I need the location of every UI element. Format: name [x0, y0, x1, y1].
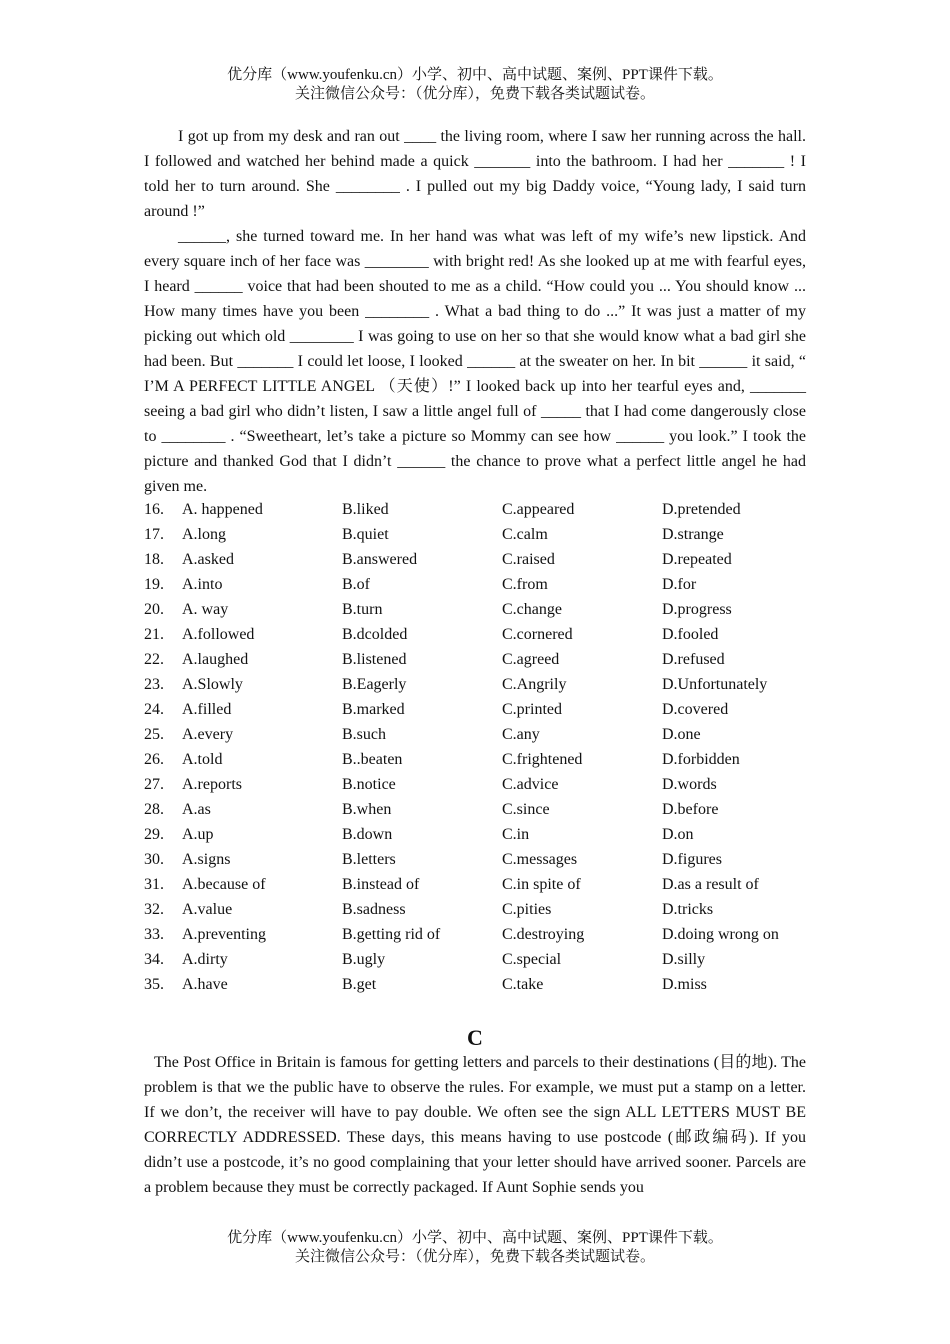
option-b: B.turn	[342, 601, 383, 618]
question-number: 26.	[144, 751, 164, 768]
option-c: C.destroying	[502, 926, 585, 943]
option-a: A.into	[182, 576, 223, 593]
section-c-paragraph: The Post Office in Britain is famous for getting letters and parcels to their destinations (目的地). The problem is that we the public have to observe the rules. For example, we must put a stamp on a letter. If we don’t, the receiver will have to pay double. We often see the sign ALL LETTERS MUST BE CORRECTLY ADDRESSED. These days, this means having to use postcode (邮政编码). If you didn’t use a postcode, it’s no good complaining that your letter should have arrived sooner. Parcels are a problem because they must be correctly packaged. If Aunt Sophie sends you	[144, 1054, 806, 1196]
option-d: D.progress	[662, 601, 732, 618]
option-b: B.sadness	[342, 901, 406, 918]
option-b: B.Eagerly	[342, 676, 407, 693]
option-b: B.quiet	[342, 526, 389, 543]
question-row	[144, 797, 812, 822]
question-number: 24.	[144, 701, 164, 718]
option-d: D.refused	[662, 651, 725, 668]
question-number: 16.	[144, 501, 164, 518]
question-row	[144, 747, 812, 772]
option-d: D.one	[662, 726, 701, 743]
option-c: C.advice	[502, 776, 559, 793]
option-a: A.told	[182, 751, 223, 768]
question-number: 31.	[144, 876, 164, 893]
option-a: A.filled	[182, 701, 232, 718]
question-row	[144, 772, 812, 797]
option-a: A.asked	[182, 551, 234, 568]
option-a: A.reports	[182, 776, 242, 793]
option-d: D.fooled	[662, 626, 719, 643]
question-row	[144, 822, 812, 847]
option-b: B.notice	[342, 776, 396, 793]
option-b: B.dcolded	[342, 626, 408, 643]
option-b: B.down	[342, 826, 393, 843]
option-c: C.since	[502, 801, 550, 818]
option-b: B.get	[342, 976, 377, 993]
option-a: A. way	[182, 601, 229, 618]
cloze-passage	[144, 124, 806, 499]
question-number: 30.	[144, 851, 164, 868]
option-b: B.listened	[342, 651, 407, 668]
question-row	[144, 697, 812, 722]
question-number: 25.	[144, 726, 164, 743]
option-c: C.change	[502, 601, 562, 618]
question-row	[144, 672, 812, 697]
passage-paragraph: ______, she turned toward me. In her hand was what was left of my wife’s new lipstick. And every square inch of her face was ________ with bright red! As she looked up at me with fearful eyes, I heard ______ voice that had been shouted to me as a child. “How could you ... You should know ... How many times have you been ________ . What a bad thing to do ...” It was just a matter of my picking out which old ________ I was going to use on her so that she would know what a bad girl she had been. But _______ I could let loose, I looked ______ at the sweater on her. In bit ______ it said, “ I’M A PERFECT LITTLE ANGEL （天使）!” I looked back up into her tearful eyes and, _______ seeing a bad girl who didn’t listen, I saw a little angel full of _____ that I had come dangerously close to ________ . “Sweetheart, let’s take a picture so Mommy can see how ______ you look.” I took the picture and thanked God that I didn’t ______ the chance to prove what a perfect little angel he had given me.	[144, 228, 806, 495]
section-c-title: C	[467, 1025, 483, 1050]
question-row	[144, 947, 812, 972]
section-c-passage	[144, 1050, 806, 1200]
option-a: A.every	[182, 726, 234, 743]
question-row	[144, 922, 812, 947]
question-row	[144, 647, 812, 672]
option-a: A.as	[182, 801, 211, 818]
option-d: D.tricks	[662, 901, 714, 918]
option-a: A. happened	[182, 501, 263, 518]
page-footer	[0, 1229, 950, 1267]
option-c: C.agreed	[502, 651, 560, 668]
option-d: D.covered	[662, 701, 729, 718]
option-d: D.figures	[662, 851, 722, 868]
option-d: D.Unfortunately	[662, 676, 768, 693]
question-row	[144, 722, 812, 747]
option-d: D.strange	[662, 526, 724, 543]
option-c: C.calm	[502, 526, 548, 543]
option-d: D.pretended	[662, 501, 741, 518]
question-number: 23.	[144, 676, 164, 693]
option-a: A.followed	[182, 626, 255, 643]
option-d: D.as a result of	[662, 876, 759, 893]
question-number: 32.	[144, 901, 164, 918]
option-b: B.of	[342, 576, 370, 593]
option-b: B.getting rid of	[342, 926, 441, 943]
option-c: C.pities	[502, 901, 552, 918]
question-number: 19.	[144, 576, 164, 593]
question-row	[144, 547, 812, 572]
option-c: C.in	[502, 826, 530, 843]
option-b: B.liked	[342, 501, 389, 518]
question-number: 29.	[144, 826, 164, 843]
question-row	[144, 872, 812, 897]
option-c: C.Angrily	[502, 676, 567, 693]
question-number: 21.	[144, 626, 164, 643]
question-row	[144, 597, 812, 622]
option-d: D.doing wrong on	[662, 926, 779, 943]
option-d: D.miss	[662, 976, 707, 993]
option-c: C.take	[502, 976, 544, 993]
option-c: C.raised	[502, 551, 555, 568]
question-number: 33.	[144, 926, 164, 943]
option-d: D.forbidden	[662, 751, 740, 768]
option-a: A.have	[182, 976, 228, 993]
question-number: 28.	[144, 801, 164, 818]
option-c: C.cornered	[502, 626, 573, 643]
header-line-1: 优分库（www.youfenku.cn）小学、初中、高中试题、案例、PPT课件下载。	[227, 67, 723, 83]
footer-line-1: 优分库（www.youfenku.cn）小学、初中、高中试题、案例、PPT课件下载。	[227, 1230, 723, 1246]
question-row	[144, 622, 812, 647]
option-b: B.answered	[342, 551, 418, 568]
option-b: B.marked	[342, 701, 405, 718]
option-a: A.laughed	[182, 651, 249, 668]
option-d: D.on	[662, 826, 694, 843]
question-row	[144, 847, 812, 872]
question-row	[144, 522, 812, 547]
question-number: 27.	[144, 776, 164, 793]
option-a: A.because of	[182, 876, 266, 893]
option-d: D.silly	[662, 951, 706, 968]
option-c: C.special	[502, 951, 562, 968]
option-c: C.in spite of	[502, 876, 581, 893]
option-d: D.for	[662, 576, 697, 593]
question-row	[144, 897, 812, 922]
question-row	[144, 972, 812, 997]
option-a: A.preventing	[182, 926, 266, 943]
question-row	[144, 572, 812, 597]
option-b: B..beaten	[342, 751, 403, 768]
question-number: 17.	[144, 526, 164, 543]
footer-line-2: 关注微信公众号：（优分库），免费下载各类试题试卷。	[294, 1249, 655, 1265]
option-a: A.Slowly	[182, 676, 243, 693]
option-a: A.signs	[182, 851, 231, 868]
option-a: A.up	[182, 826, 214, 843]
question-number: 35.	[144, 976, 164, 993]
option-c: C.messages	[502, 851, 578, 868]
option-c: C.printed	[502, 701, 562, 718]
option-a: A.long	[182, 526, 226, 543]
question-number: 18.	[144, 551, 164, 568]
option-d: D.before	[662, 801, 719, 818]
option-b: B.ugly	[342, 951, 386, 968]
option-a: A.value	[182, 901, 233, 918]
answer-options-table	[144, 497, 812, 997]
option-c: C.appeared	[502, 501, 575, 518]
option-b: B.when	[342, 801, 392, 818]
option-c: C.frightened	[502, 751, 583, 768]
page-header	[0, 66, 950, 104]
option-b: B.instead of	[342, 876, 420, 893]
header-line-2: 关注微信公众号：（优分库），免费下载各类试题试卷。	[294, 86, 655, 102]
option-d: D.words	[662, 776, 717, 793]
question-number: 20.	[144, 601, 164, 618]
option-a: A.dirty	[182, 951, 228, 968]
option-c: C.from	[502, 576, 548, 593]
option-d: D.repeated	[662, 551, 732, 568]
question-row	[144, 497, 812, 522]
question-number: 22.	[144, 651, 164, 668]
option-c: C.any	[502, 726, 540, 743]
question-number: 34.	[144, 951, 164, 968]
option-b: B.such	[342, 726, 386, 743]
passage-paragraph: I got up from my desk and ran out ____ the living room, where I saw her running across the hall. I followed and watched her behind made a quick _______ into the bathroom. I had her _______ ! I told her to turn around. She ________ . I pulled out my big Daddy voice, “Young lady, I said turn around !”	[144, 128, 806, 220]
option-b: B.letters	[342, 851, 396, 868]
